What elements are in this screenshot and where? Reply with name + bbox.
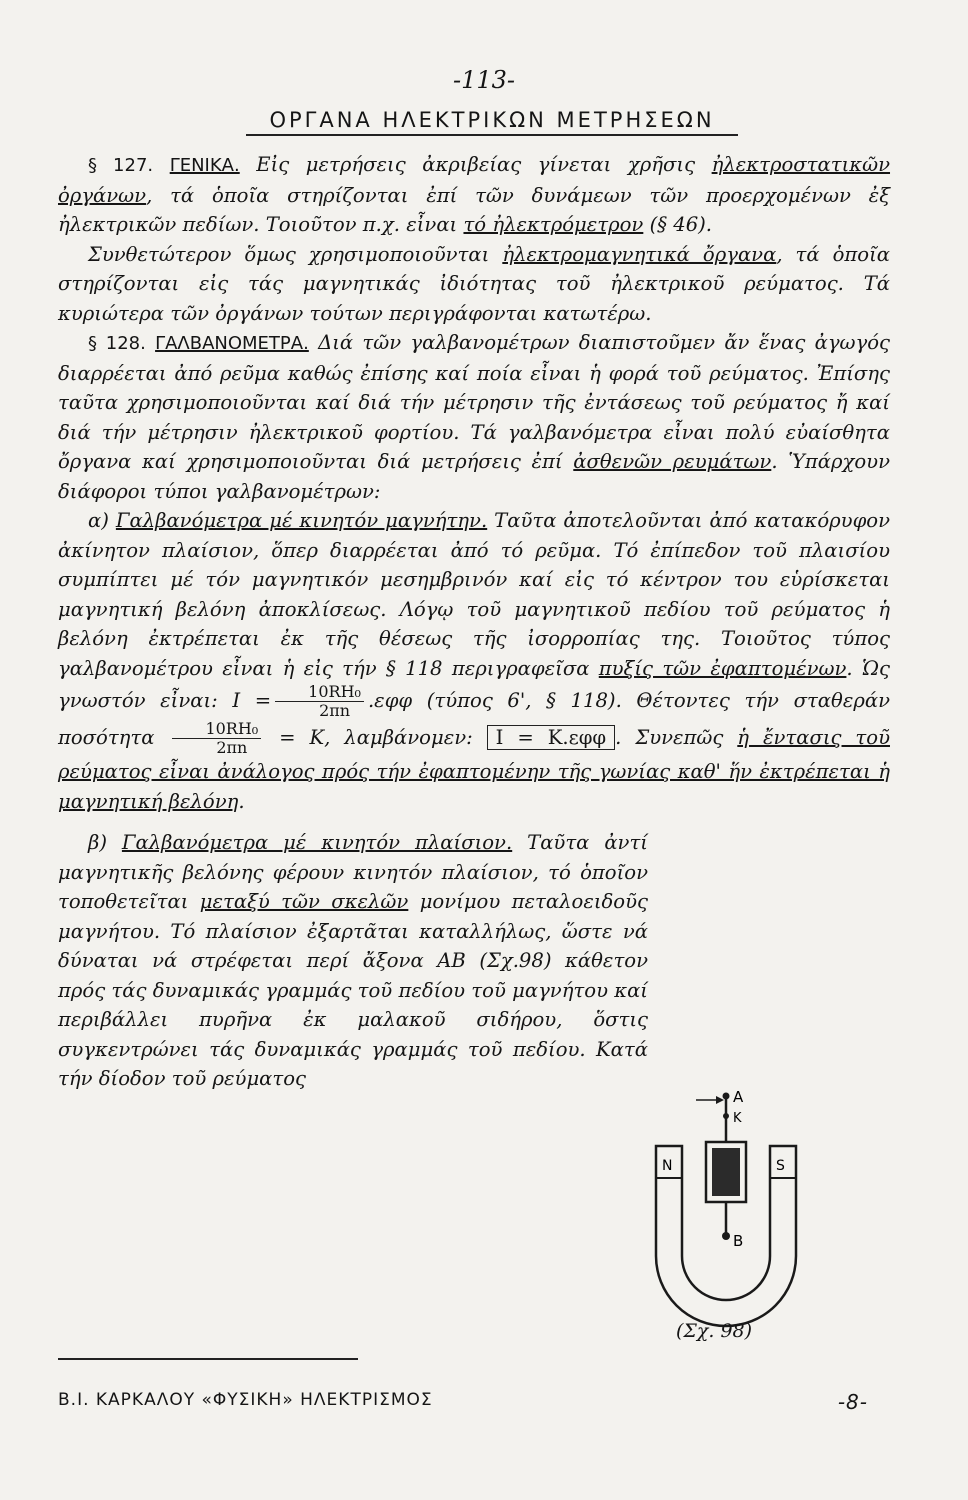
item-label: β) — [88, 831, 107, 854]
figure-caption: (Σχ. 98) — [676, 1320, 753, 1342]
paragraph-128 — [58, 328, 890, 506]
text: . Συνεπῶς — [615, 726, 724, 749]
page-number: -113- — [452, 66, 516, 94]
fraction — [172, 720, 261, 757]
text: , τά ὁποῖα στηρίζονται ἐπί τῶν δυνάμεων τῶν προερχομένων ἐξ ἠλεκτρικῶν πεδίων. Τοιοῦτον π.χ. εἶναι — [58, 183, 890, 236]
fraction-denominator: 2πn — [216, 738, 248, 757]
underlined-term: ἠλεκτρομαγνητικά ὄργανα — [502, 242, 777, 266]
text: , τά ὁποῖα στηρίζονται εἰς τάς μαγνητικάς ἰδιότητας τοῦ ἠλεκτρικοῦ ρεύματος. Τά κυριώτερα τῶν ὀργάνων τούτων περιγράφονται κατωτέρω. — [58, 242, 891, 325]
point-k — [723, 1113, 729, 1119]
text: . Ὑπάρχουν διάφοροι τύποι γαλβανομέτρων: — [58, 450, 890, 503]
label-a: A — [733, 1088, 744, 1106]
footer — [58, 1390, 868, 1414]
point-b — [722, 1232, 730, 1240]
point-a — [723, 1093, 730, 1100]
underlined-statement: ἡ ἔντασις τοῦ ρεύματος εἶναι ἀνάλογος πρός τήν ἐφαπτομένην τῆς γωνίας καθ' ἥν ἐκτρέπεται ἡ μαγνητική βελόνη — [58, 726, 890, 813]
label-n: N — [662, 1158, 673, 1174]
section-title: ΓΑΛΒΑΝΟΜΕΤΡΑ. — [155, 333, 309, 354]
text: . Ὡς γνωστόν εἶναι: — [58, 656, 891, 712]
underlined-term: μεταξύ τῶν σκελῶν — [199, 890, 409, 913]
label-s: S — [776, 1158, 785, 1174]
text: (τύπος 6', § 118). Θέτοντες τήν σταθεράν ποσότητα — [58, 689, 891, 749]
text: (§ 46). — [649, 213, 713, 236]
label-k: K — [733, 1111, 742, 1126]
fraction — [275, 683, 364, 720]
text: = K, λαμβάνομεν: — [279, 726, 473, 749]
paragraph-a — [58, 506, 890, 816]
underlined-term: ἠλεκτροστατικῶν ὀργάνων — [58, 153, 891, 207]
fraction-numerator: 10RH₀ — [172, 720, 261, 739]
chapter-heading: ΟΡΓΑΝΑ ΗΛΕΚΤΡΙΚΩΝ ΜΕΤΡΗΣΕΩΝ — [246, 108, 738, 136]
section-number: § 128. — [88, 333, 146, 354]
underlined-term: ἀσθενῶν ρευμάτων — [573, 450, 772, 473]
footer-right: -8- — [837, 1390, 868, 1414]
item-label: α) — [88, 509, 109, 532]
paragraph-127 — [58, 150, 890, 240]
text: . — [238, 789, 245, 813]
section-title: ΓΕΝΙΚΑ. — [169, 155, 240, 176]
label-b: B — [733, 1232, 744, 1250]
equation-lhs: I = — [232, 689, 272, 712]
body-text — [58, 150, 890, 1094]
text: Ταῦτα ἀντί μαγνητικῆς βελόνης φέρουν κινητόν πλαίσιον, τό ὁποῖον τοποθετεῖται — [58, 831, 648, 913]
text: Ταῦτα ἀποτελοῦνται ἀπό κατακόρυφον ἀκίνητον πλαίσιον, ὅπερ διαρρέεται ἀπό τό ρεῦμα. Τό ἐπίπεδον τοῦ πλαισίου συμπίπτει μέ τόν μαγνητικόν μεσημβρινόν καί εἰς τό κέντρον του εὑρίσκεται μαγνητική βελόνη ἀποκλίσεως. Λόγῳ τοῦ μαγνητικοῦ πεδίου τοῦ ρεύματος ἡ βελόνη ἐκτρέπεται ἐκ τῆς θέσεως τῆς ἰσορροπίας της. Τοιοῦτος τύπος γαλβανομέτρου εἶναι ἡ εἰς τήν § 118 περιγραφεῖσα — [58, 509, 890, 680]
text: μονίμου πεταλοειδοῦς μαγνήτου. Τό πλαίσιον ἐξαρτᾶται καταλλήλως, ὥστε νά δύναται νά στρέφεται περί ἄξονα ΑΒ (Σχ.98) κάθετον πρός τάς δυναμικάς γραμμάς τοῦ πεδίου τοῦ μαγνήτου καί περιβάλλει πυρῆνα ἐκ μαλακοῦ σιδήρου, ὅστις συγκεντρώνει τάς δυναμικάς γραμμάς τοῦ πεδίου. Κατά τήν δίοδον τοῦ ρεύματος — [58, 890, 648, 1090]
iron-core — [712, 1148, 740, 1196]
paragraph-127b — [58, 240, 890, 329]
equation — [232, 682, 426, 720]
text: Διά τῶν γαλβανομέτρων διαπιστοῦμεν ἄν ἕνας ἀγωγός διαρρέεται ἀπό ρεῦμα καθώς ἐπίσης καί ποία εἶναι ἡ φορά τοῦ ρεύματος. Ἐπίσης ταῦτα χρησιμοποιοῦνται καί διά τήν μέτρησιν τῆς ἐντάσεως τοῦ ρεύματος ἤ καί διά τήν μέτρησιν ἠλεκτρικοῦ φορτίου. Τά γαλβανόμετρα εἶναι πολύ εὐαίσθητα ὄργανα καί χρησιμοποιοῦνται διά μετρήσεις ἐπί — [58, 331, 890, 473]
footer-rule — [58, 1358, 358, 1360]
equation-tail: .εφφ — [367, 689, 413, 712]
footer-left: Β.Ι. ΚΑΡΚΑΛΟΥ «ΦΥΣΙΚΗ» ΗΛΕΚΤΡΙΣΜΟΣ — [58, 1390, 433, 1410]
section-number: § 127. — [88, 155, 154, 176]
underlined-term: τό ἠλεκτρόμετρον — [463, 213, 644, 236]
underlined-term: πυξίς τῶν ἐφαπτομένων — [598, 656, 847, 680]
text: Εἰς μετρήσεις ἀκριβείας γίνεται χρῆσις — [256, 153, 696, 176]
fraction-numerator: 10RH₀ — [275, 683, 364, 702]
item-title: Γαλβανόμετρα μέ κινητόν μαγνήτην. — [115, 509, 488, 532]
fraction-denominator: 2πn — [319, 701, 351, 720]
boxed-formula: I = K.εφφ — [487, 725, 616, 750]
item-title: Γαλβανόμετρα μέ κινητόν πλαίσιον. — [121, 831, 513, 854]
paragraph-b — [58, 828, 648, 1094]
text: Συνθετώτερον ὅμως χρησιμοποιοῦνται — [88, 242, 490, 266]
